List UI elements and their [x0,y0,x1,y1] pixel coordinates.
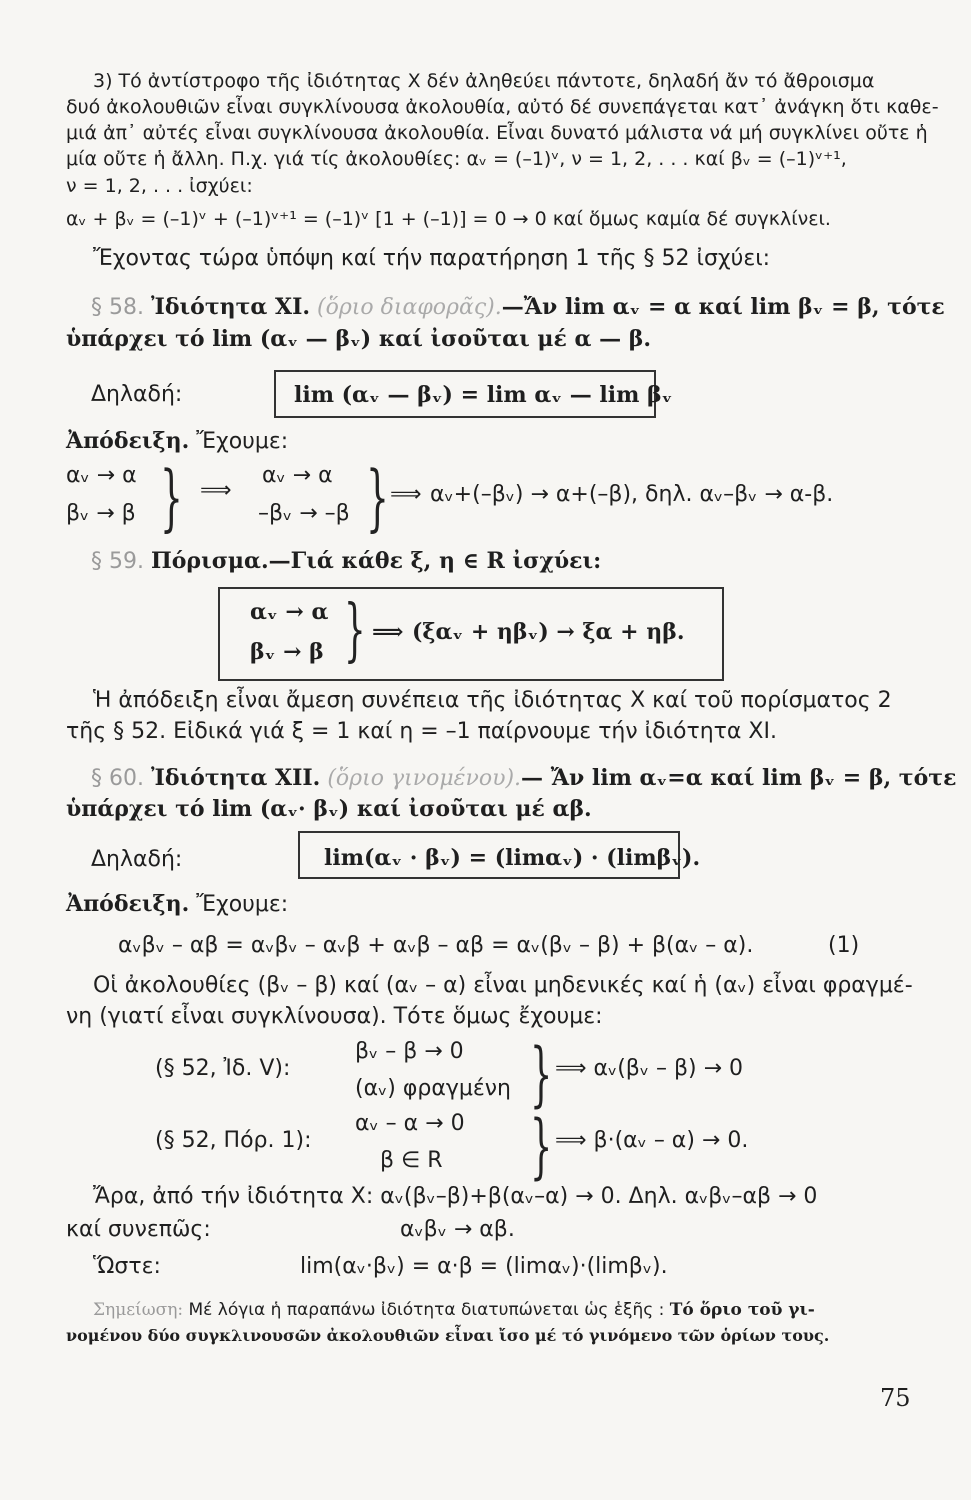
section-statement: —Ἄν lim αᵥ = α καί lim βᵥ = β, τότε [501,294,945,320]
proof-text: Ἔχουμε: [196,429,289,454]
section-statement: — Ἄν lim αᵥ=α καί lim βᵥ = β, τότε [521,765,957,791]
formula-row: (αᵥ) φραγμένη [355,1076,511,1101]
equation-number: (1) [828,933,860,958]
case-label: (§ 52, Ἰδ. V): [155,1056,291,1081]
proof-label: Ἀπόδειξη. [66,428,190,454]
proof-text: Ἔχουμε: [196,892,289,917]
formula-inline: αᵥβᵥ → αβ. [400,1217,515,1242]
page-number: 75 [880,1384,911,1412]
section-number: § 59. [91,549,144,574]
text-line: 3) Τό ἀντίστροφο τῆς ἰδιότητας Χ δέν ἀληθεύει πάντοτε, δηλαδή ἄν τό ἄθροισμα [93,70,875,92]
formula-row: αᵥ → α [250,599,329,625]
text-line: Ὥστε: [93,1254,161,1279]
note-line: νομένου δύο συγκλινουσῶν ἀκολουθιῶν εἶναι ἴσο μέ τό γινόμενο τῶν ὁρίων τους. [66,1326,830,1345]
formula-row: β ∈ R [380,1148,443,1173]
right-brace: } [366,455,389,539]
section-number: § 60. [91,766,144,791]
text-line: Ἄρα, ἀπό τήν ἰδιότητα Χ: αᵥ(βᵥ–β)+β(αᵥ–α) → 0. Δηλ. αᵥβᵥ–αβ → 0 [93,1184,818,1209]
implies-arrow: ⟹ [390,482,422,507]
text-line: αᵥ + βᵥ = (–1)ᵛ + (–1)ᵛ⁺¹ = (–1)ᵛ [1 + (–1)] = 0 → 0 καί ὅμως καμία δέ συγκλίνει. [66,208,831,230]
formula-box [218,587,724,681]
formula-box [298,831,701,879]
implies-arrow: ⟹ [372,619,404,645]
note-line [93,1302,815,1319]
right-brace: } [160,455,183,539]
formula-result: ⟹ αᵥ(βᵥ – β) → 0 [555,1056,744,1081]
proof-label: Ἀπόδειξη. [66,891,190,917]
right-brace: } [530,1033,553,1115]
note-text: Μέ λόγια ἡ παραπάνω ἰδιότητα διατυπώνεται ὡς ἑξῆς : [188,1300,665,1320]
section-title: Ἰδιότητα XI. [150,294,311,320]
section-59-heading [91,550,601,573]
text-line: ὑπάρχει τό lim (αᵥ — βᵥ) καί ἰσοῦται μέ α — β. [66,326,652,352]
formula-row: αᵥ → α [66,463,137,488]
formula-result: ⟹ β·(αᵥ – α) → 0. [555,1128,749,1153]
text-line: Δηλαδή: [91,382,183,407]
note-bold-text: Τό ὅριο τοῦ γι- [669,1300,815,1320]
text-line: καί συνεπῶς: [66,1217,211,1242]
right-brace: } [344,591,366,670]
text-line: Οἱ ἀκολουθίες (βᵥ – β) καί (αᵥ – α) εἶναι μηδενικές καί ἡ (αᵥ) εἶναι φραγμέ- [93,973,913,998]
text-line: Ἡ ἀπόδειξη εἶναι ἄμεση συνέπεια τῆς ἰδιότητας Χ καί τοῦ πορίσματος 2 [93,688,892,713]
section-title: Ἰδιότητα XII. [150,765,321,791]
proof-line [66,893,288,916]
equation: αᵥβᵥ – αβ = αᵥβᵥ – αᵥβ + αᵥβ – αβ = αᵥ(βᵥ – β) + β(αᵥ – α). [118,933,754,958]
formula-inline: lim(αᵥ·βᵥ) = α·β = (limαᵥ)·(limβᵥ). [300,1254,668,1279]
section-60-heading [91,767,956,790]
formula-row: βᵥ → β [250,639,324,665]
boxed-formula: lim (αᵥ — βᵥ) = lim αᵥ — lim βᵥ [294,382,673,408]
section-number: § 58. [91,295,144,320]
case-label: (§ 52, Πόρ. 1): [155,1128,312,1153]
text-line: τῆς § 52. Εἰδικά γιά ξ = 1 καί η = –1 παίρνουμε τήν ἰδιότητα XI. [66,719,777,744]
section-subtitle: (ὅριο διαφορᾶς). [317,295,502,320]
text-line: Δηλαδή: [91,847,183,872]
text-line: ν = 1, 2, . . . ἰσχύει: [66,175,253,197]
text-line: μιά ἀπ᾽ αὐτές εἶναι συγκλίνουσα ἀκολουθία. Εἶναι δυνατό μάλιστα νά μή συγκλίνει οὔτε ἡ [66,122,928,144]
text-line: ὑπάρχει τό lim (αᵥ· βᵥ) καί ἰσοῦται μέ αβ. [66,796,592,822]
text-line: νη (γιατί εἶναι συγκλίνουσα). Τότε ὅμως ἔχουμε: [66,1004,603,1029]
formula-row: αᵥ – α → 0 [355,1111,465,1136]
text-line: Ἔχοντας τώρα ὑπόψη καί τήν παρατήρηση 1 τῆς § 52 ἰσχύει: [93,246,771,271]
text-line: μία οὔτε ἡ ἄλλη. Π.χ. γιά τίς ἀκολουθίες: αᵥ = (–1)ᵛ, ν = 1, 2, . . . καί βᵥ = (–1)ᵛ⁺¹, [66,148,847,170]
formula-result: αᵥ+(–βᵥ) → α+(–β), δηλ. αᵥ–βᵥ → α-β. [430,482,834,507]
right-brace: } [530,1105,553,1187]
section-title: Πόρισμα.—Γιά κάθε ξ, η ∈ R ἰσχύει: [150,548,602,574]
proof-line [66,430,288,453]
formula-result: (ξαᵥ + ηβᵥ) → ξα + ηβ. [412,619,685,645]
implies-arrow: ⟹ [200,478,232,503]
formula-row: βᵥ → β [66,501,136,526]
text-line: δυό ἀκολουθιῶν εἶναι συγκλίνουσα ἀκολουθία, αὐτό δέ συνεπάγεται κατ᾽ ἀνάγκη ὅτι καθε- [66,96,939,118]
formula-row: –βᵥ → –β [258,501,350,526]
formula-box [274,370,673,418]
section-subtitle: (ὅριο γινομένου). [327,766,522,791]
boxed-formula: lim(αᵥ · βᵥ) = (limαᵥ) · (limβᵥ). [324,845,701,871]
formula-row: βᵥ – β → 0 [355,1039,464,1064]
formula-row: αᵥ → α [262,463,333,488]
note-label: Σημείωση: [93,1300,184,1320]
section-58-heading [91,296,945,319]
